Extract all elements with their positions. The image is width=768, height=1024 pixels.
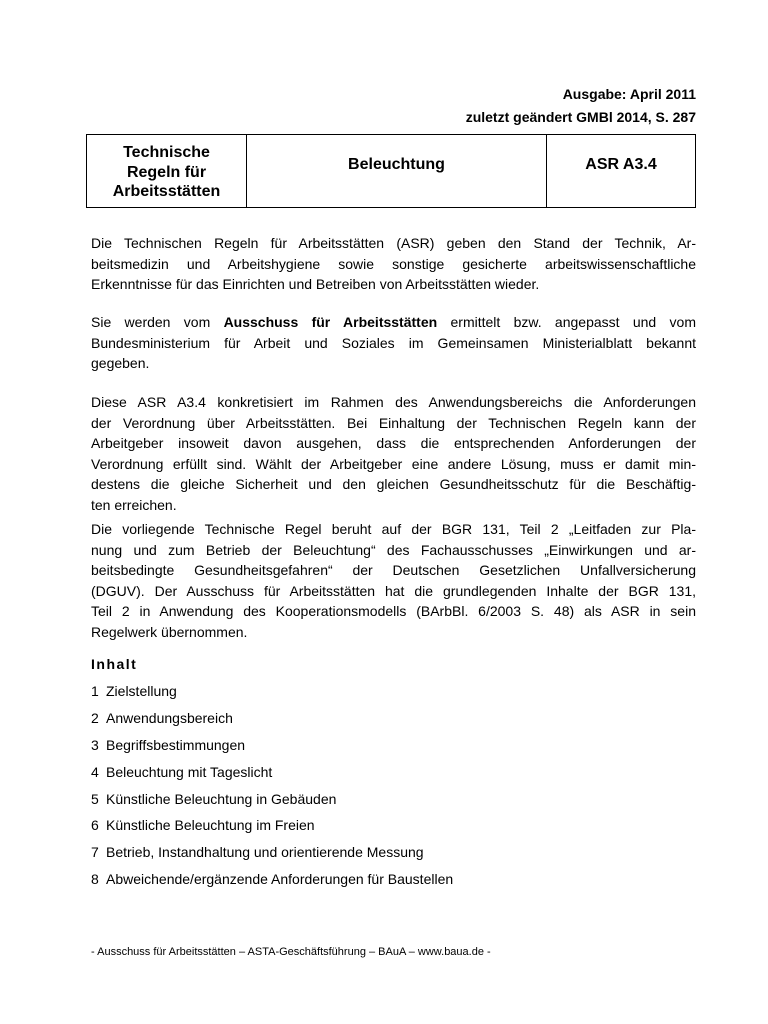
paragraph-line: Arbeitgeber insoweit davon ausgehen, dass die entsprechenden Anforderungen der	[91, 435, 696, 451]
paragraph-line: der Verordnung über Arbeitsstätten. Bei Einhaltung der Technischen Regeln kann der	[91, 414, 696, 431]
paragraph-line: ten erreichen.	[91, 496, 177, 513]
toc-label: Abweichende/ergänzende Anforderungen für Baustellen	[106, 871, 454, 888]
toc-item[interactable]	[91, 708, 453, 735]
paragraph-line: beitsmedizin und Arbeitshygiene sowie sonstige gesicherte arbeitswissenschaftliche	[91, 255, 696, 272]
toc-item[interactable]	[91, 735, 453, 762]
toc-number: 1	[91, 683, 99, 699]
toc-item[interactable]	[91, 842, 453, 869]
paragraph-line	[91, 312, 696, 333]
paragraph-line: (DGUV). Der Ausschuss für Arbeitsstätten hat die grundlegenden Inhalte der BGR 131,	[91, 582, 696, 599]
committee-paragraph	[91, 312, 696, 374]
toc-label: Betrieb, Instandhaltung und orientierende Messung	[106, 844, 424, 861]
toc-number: 7	[91, 844, 99, 861]
document-code: ASR A3.4	[585, 156, 657, 173]
document-type-line-3: Arbeitsstätten	[112, 183, 221, 200]
toc-label: Künstliche Beleuchtung im Freien	[106, 817, 315, 834]
paragraph-line: Teil 2 in Anwendung des Kooperationsmodells (BArbBl. 6/2003 S. 48) als ASR in sein	[91, 603, 696, 619]
text-span: Sie werden vom	[91, 314, 224, 330]
document-type-line-2: Regeln für	[126, 163, 207, 181]
toc-item[interactable]	[91, 815, 453, 842]
toc-label: Zielstellung	[106, 683, 177, 699]
paragraph-line: Erkenntnisse für das Einrichten und Betreiben von Arbeitsstätten wieder.	[91, 276, 540, 292]
committee-name: Ausschuss für Arbeitsstätten	[223, 314, 438, 330]
paragraph-line: Diese ASR A3.4 konkretisiert im Rahmen des Anwendungsbereichs die Anforderungen	[91, 394, 696, 410]
issue-date: Ausgabe: April 2011	[562, 86, 696, 102]
toc-item[interactable]	[91, 789, 453, 816]
document-type-line-1: Technische	[123, 144, 210, 161]
paragraph-line: Verordnung erfüllt sind. Wählt der Arbeitgeber eine andere Lösung, muss er damit min-	[91, 455, 696, 472]
toc-label: Begriffsbestimmungen	[106, 736, 246, 753]
paragraph-line: beitsbedingte Gesundheitsgefahren“ der Deutschen Gesetzlichen Unfallversicherung	[91, 562, 696, 578]
last-changed-note: zuletzt geändert GMBl 2014, S. 287	[465, 109, 696, 125]
toc-label: Anwendungsbereich	[106, 709, 233, 726]
toc-item[interactable]	[91, 681, 453, 708]
paragraph-line: gegeben.	[91, 355, 150, 371]
contents-heading: Inhalt	[91, 656, 138, 672]
document-title: Beleuchtung	[247, 135, 547, 207]
scope-paragraph	[91, 392, 696, 515]
toc-label: Beleuchtung mit Tageslicht	[106, 763, 273, 780]
title-table	[86, 134, 696, 208]
toc-number: 3	[91, 736, 99, 753]
origin-paragraph	[91, 519, 696, 642]
paragraph-line: Die vorliegende Technische Regel beruht auf der BGR 131, Teil 2 „Leitfaden zur Pla-	[91, 521, 696, 537]
toc-number: 4	[91, 763, 99, 780]
table-of-contents	[91, 681, 453, 896]
toc-number: 5	[91, 790, 99, 807]
page-footer: - Ausschuss für Arbeitsstätten – ASTA-Geschäftsführung – BAuA – www.baua.de -	[91, 946, 491, 958]
paragraph-line: destens die gleiche Sicherheit und den gleichen Gesundheitsschutz für die Beschäftig-	[91, 476, 696, 492]
toc-item[interactable]	[91, 869, 453, 896]
document-type-cell	[87, 135, 247, 207]
toc-label: Künstliche Beleuchtung in Gebäuden	[106, 790, 337, 807]
paragraph-line: Bundesministerium für Arbeit und Soziales im Gemeinsamen Ministerialblatt bekannt	[91, 334, 696, 351]
toc-item[interactable]	[91, 762, 453, 789]
paragraph-line: Die Technischen Regeln für Arbeitsstätten (ASR) geben den Stand der Technik, Ar-	[91, 235, 696, 251]
paragraph-line: Regelwerk übernommen.	[91, 623, 248, 640]
text-span: ermittelt bzw. angepasst und vom	[437, 314, 696, 330]
intro-paragraph	[91, 233, 696, 295]
paragraph-line: nung und zum Betrieb der Beleuchtung“ des Fachausschusses „Einwirkungen und ar-	[91, 541, 696, 558]
toc-number: 8	[91, 871, 99, 888]
toc-number: 6	[91, 817, 99, 834]
toc-number: 2	[91, 709, 99, 726]
